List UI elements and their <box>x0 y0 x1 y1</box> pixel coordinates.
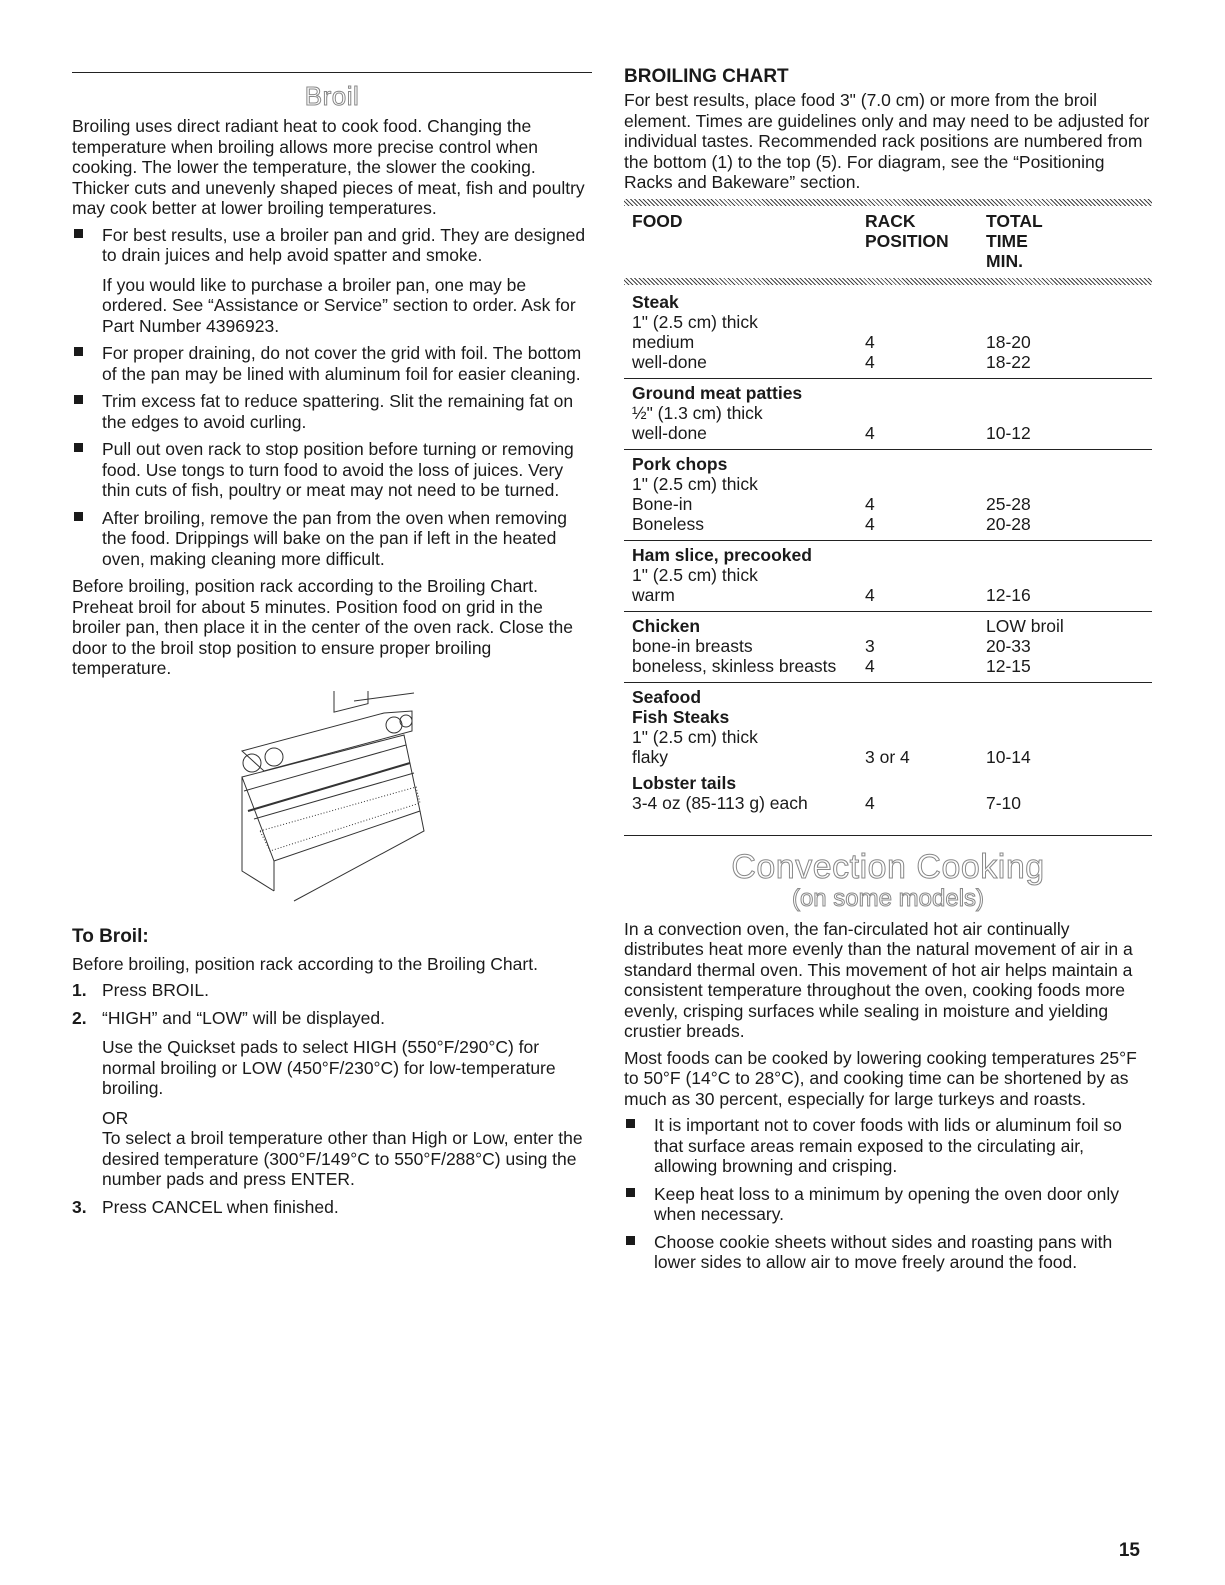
cell-rack <box>865 383 986 403</box>
cell-time: 10-14 <box>986 746 1031 767</box>
broiling-chart-title: BROILING CHART <box>624 66 789 87</box>
cell-rack: 4 <box>865 351 875 372</box>
top-rule <box>72 72 592 73</box>
list-item: Trim excess fat to reduce spattering. Slit the remaining fat on the edges to avoid curling. <box>72 391 592 432</box>
cell-time <box>986 383 1144 403</box>
table-row <box>632 747 1144 767</box>
cell-food: Lobster tails <box>632 772 737 793</box>
cell-food: Bone-in <box>632 493 693 514</box>
broil-before: Before broiling, position rack according to the Broiling Chart. Preheat broil for about 5 minutes. Position food on grid in the broiler pan, then place it in the center of the oven rack. Close the door to the broil stop position to ensure proper broiling temperature. <box>72 576 573 678</box>
cell-food: 1" (2.5 cm) thick <box>632 726 758 747</box>
step2-or: OR <box>102 1107 129 1128</box>
cell-food: 3-4 oz (85-113 g) each <box>632 792 808 813</box>
step2-quickset: Use the Quickset pads to select HIGH (550°F/290°C) for normal broiling or LOW (450°F/230°C) for low-temperature broiling. <box>102 1037 556 1098</box>
to-broil-intro: Before broiling, position rack according to the Broiling Chart. <box>72 953 538 974</box>
cell-time <box>986 474 1144 494</box>
convection-p2: Most foods can be cooked by lowering cooking temperatures 25°F to 50°F (14°C to 28°C), and cooking time can be shortened by as much as 30 percent, especially for large turkeys and roasts. <box>624 1047 1137 1109</box>
cell-food: boneless, skinless breasts <box>632 655 837 676</box>
header-rack: RACK POSITION <box>865 210 949 251</box>
list-item: Pull out oven rack to stop position before turning or removing food. Use tongs to turn food to avoid the loss of juices. Very thin cuts of fish, poultry or meat may not need to be turned. <box>72 439 592 501</box>
table-row <box>632 565 1144 585</box>
cell-food: 1" (2.5 cm) thick <box>632 311 758 332</box>
bullet-icon <box>626 1119 635 1128</box>
table-group <box>624 288 1152 379</box>
to-broil-steps <box>72 980 592 1217</box>
cell-rack <box>865 727 986 747</box>
cell-rack <box>865 312 986 332</box>
cell-food: Ham slice, precooked <box>632 544 812 565</box>
table-row <box>632 707 1144 727</box>
convection-subtitle: (on some models) <box>791 884 985 912</box>
cell-food: well-done <box>632 422 707 443</box>
table-row <box>632 727 1144 747</box>
cell-food: warm <box>632 584 675 605</box>
table-row <box>632 292 1144 312</box>
table-group <box>624 612 1152 683</box>
cell-time <box>986 403 1144 423</box>
cell-rack: 4 <box>865 655 875 676</box>
header-time: TOTAL TIME MIN. <box>986 210 1043 271</box>
bullet-icon <box>74 229 83 238</box>
oven-door-illustration <box>234 691 434 911</box>
convection-p1: In a convection oven, the fan-circulated hot air continually distributes heat more evenly than the natural movement of air in a standard thermal oven. This movement of hot air helps maintain a consistent temperature throughout the oven, cooking foods more evenly, crisping surfaces while sealing in moisture and yielding crustier breads. <box>624 918 1133 1041</box>
cell-time <box>986 707 1144 727</box>
cell-rack <box>865 616 986 636</box>
broiling-chart-intro: For best results, place food 3" (7.0 cm) or more from the broil element. Times are guidelines only and may need to be adjusted for individual tastes. Recommended rack positions are numbered from the bottom (1) to the top (5). For diagram, see the “Positioning Racks and Bakeware” section. <box>624 90 1150 192</box>
cell-time: 20-33 <box>986 635 1031 656</box>
cell-rack <box>865 545 986 565</box>
bullet-icon <box>74 347 83 356</box>
table-row <box>632 687 1144 707</box>
to-broil-heading: To Broil: <box>72 925 149 947</box>
cell-time <box>986 454 1144 474</box>
cell-rack: 4 <box>865 422 875 443</box>
table-row <box>632 616 1144 636</box>
cell-rack <box>865 292 986 312</box>
table-hatch-bottom <box>624 278 1152 285</box>
cell-time <box>986 312 1144 332</box>
cell-food: 1" (2.5 cm) thick <box>632 564 758 585</box>
table-row <box>632 454 1144 474</box>
cell-rack <box>865 565 986 585</box>
cell-rack: 3 <box>865 635 875 656</box>
cell-food: well-done <box>632 351 707 372</box>
table-group <box>624 541 1152 612</box>
bullet-icon <box>74 512 83 521</box>
cell-food: Steak <box>632 291 679 312</box>
header-food: FOOD <box>632 210 683 231</box>
step2-custom-temp: To select a broil temperature other than High or Low, enter the desired temperature (300°F/149°C to 550°F/288°C) using the number pads and press ENTER. <box>102 1128 583 1189</box>
cell-time: 25-28 <box>986 493 1031 514</box>
table-row <box>632 403 1144 423</box>
table-row <box>632 332 1144 352</box>
list-item: 1. Press BROIL. <box>72 980 209 1000</box>
cell-time <box>986 545 1144 565</box>
cell-rack: 4 <box>865 584 875 605</box>
cell-time: 20-28 <box>986 513 1031 534</box>
cell-rack <box>865 687 986 707</box>
cell-rack: 4 <box>865 493 875 514</box>
cell-food: Seafood <box>632 686 702 707</box>
cell-food: flaky <box>632 746 668 767</box>
cell-rack: 4 <box>865 513 875 534</box>
broiler-pan-order-note: If you would like to purchase a broiler pan, one may be ordered. See “Assistance or Service” section to order. Ask for Part Number 4396923. <box>102 274 576 336</box>
cell-time: 10-12 <box>986 422 1031 443</box>
cell-rack <box>865 707 986 727</box>
table-group <box>624 450 1152 541</box>
cell-food: ½" (1.3 cm) thick <box>632 402 763 423</box>
table-row <box>632 352 1144 372</box>
cell-food: 1" (2.5 cm) thick <box>632 473 758 494</box>
cell-rack <box>865 454 986 474</box>
table-row <box>632 585 1144 605</box>
right-column <box>624 66 1152 1280</box>
cell-food: Ground meat patties <box>632 382 803 403</box>
table-group <box>624 683 1152 836</box>
left-column <box>72 72 592 1224</box>
cell-rack <box>865 403 986 423</box>
table-row <box>632 494 1144 514</box>
cell-food: Chicken <box>632 615 701 636</box>
cell-food: medium <box>632 331 695 352</box>
table-group <box>624 379 1152 450</box>
cell-rack <box>865 773 986 793</box>
bullet-icon <box>74 395 83 404</box>
table-row <box>632 656 1144 676</box>
cell-time <box>986 565 1144 585</box>
cell-rack: 4 <box>865 792 875 813</box>
cell-time: 7-10 <box>986 792 1022 813</box>
cell-time <box>986 727 1144 747</box>
cell-food: Boneless <box>632 513 704 534</box>
table-row <box>632 514 1144 534</box>
bullet-icon <box>626 1236 635 1245</box>
table-row <box>632 636 1144 656</box>
cell-time: 18-20 <box>986 331 1031 352</box>
broiling-chart-body <box>624 288 1152 836</box>
cell-time <box>986 292 1144 312</box>
cell-time: LOW broil <box>986 615 1064 636</box>
broil-bullets <box>72 225 592 570</box>
cell-food: Pork chops <box>632 453 728 474</box>
broil-title: Broil <box>304 81 360 111</box>
cell-time: 12-15 <box>986 655 1031 676</box>
list-item: 2. “HIGH” and “LOW” will be displayed. Use the Quickset pads to select HIGH (550°F/290°C) for normal broiling or LOW (450°F/230°C) for low-temperature broiling. OR To select a broil temperature other than High or Low, enter the desired temperature (300°F/149°C to 550°F/288°C) using the number pads and press ENTER. <box>72 1008 592 1190</box>
table-row <box>632 793 1144 813</box>
table-row <box>632 312 1144 332</box>
cell-food: Fish Steaks <box>632 706 730 727</box>
list-item: After broiling, remove the pan from the oven when removing the food. Drippings will bake on the pan if left in the heated oven, making cleaning more difficult. <box>72 508 592 570</box>
list-item: Choose cookie sheets without sides and roasting pans with lower sides to allow air to move freely around the food. <box>624 1232 1152 1273</box>
cell-time: 18-22 <box>986 351 1031 372</box>
cell-time <box>986 687 1144 707</box>
convection-title: Convection Cooking <box>731 847 1045 886</box>
cell-time: 12-16 <box>986 584 1031 605</box>
table-row <box>632 474 1144 494</box>
cell-rack: 4 <box>865 331 875 352</box>
cell-time <box>986 773 1144 793</box>
cell-food: bone-in breasts <box>632 635 753 656</box>
table-row <box>632 423 1144 443</box>
page-number: 15 <box>1118 1540 1140 1561</box>
list-item: For proper draining, do not cover the grid with foil. The bottom of the pan may be lined with aluminum foil for easier cleaning. <box>72 343 592 384</box>
list-item: 3. Press CANCEL when finished. <box>72 1196 339 1217</box>
cell-rack: 3 or 4 <box>865 746 910 767</box>
bullet-icon <box>626 1188 635 1197</box>
list-item: It is important not to cover foods with lids or aluminum foil so that surface areas remain exposed to the circulating air, allowing browning and crisping. <box>624 1115 1152 1177</box>
list-item: For best results, use a broiler pan and grid. They are designed to drain juices and help avoid spatter and smoke. If you would like to purchase a broiler pan, one may be ordered. See “Assistance or Service” section to order. Ask for Part Number 4396923. <box>72 225 592 337</box>
broil-intro: Broiling uses direct radiant heat to cook food. Changing the temperature when broiling allows more precise control when cooking. The lower the temperature, the slower the cooking. Thicker cuts and unevenly shaped pieces of meat, fish and poultry may cook better at lower broiling temperatures. <box>72 116 585 218</box>
convection-bullets <box>624 1115 1152 1273</box>
table-header <box>624 209 1152 275</box>
cell-rack <box>865 474 986 494</box>
table-row <box>632 773 1144 793</box>
table-hatch-top <box>624 199 1152 206</box>
bullet-icon <box>74 443 83 452</box>
table-row <box>632 383 1144 403</box>
table-row <box>632 545 1144 565</box>
list-item: Keep heat loss to a minimum by opening the oven door only when necessary. <box>624 1184 1152 1225</box>
